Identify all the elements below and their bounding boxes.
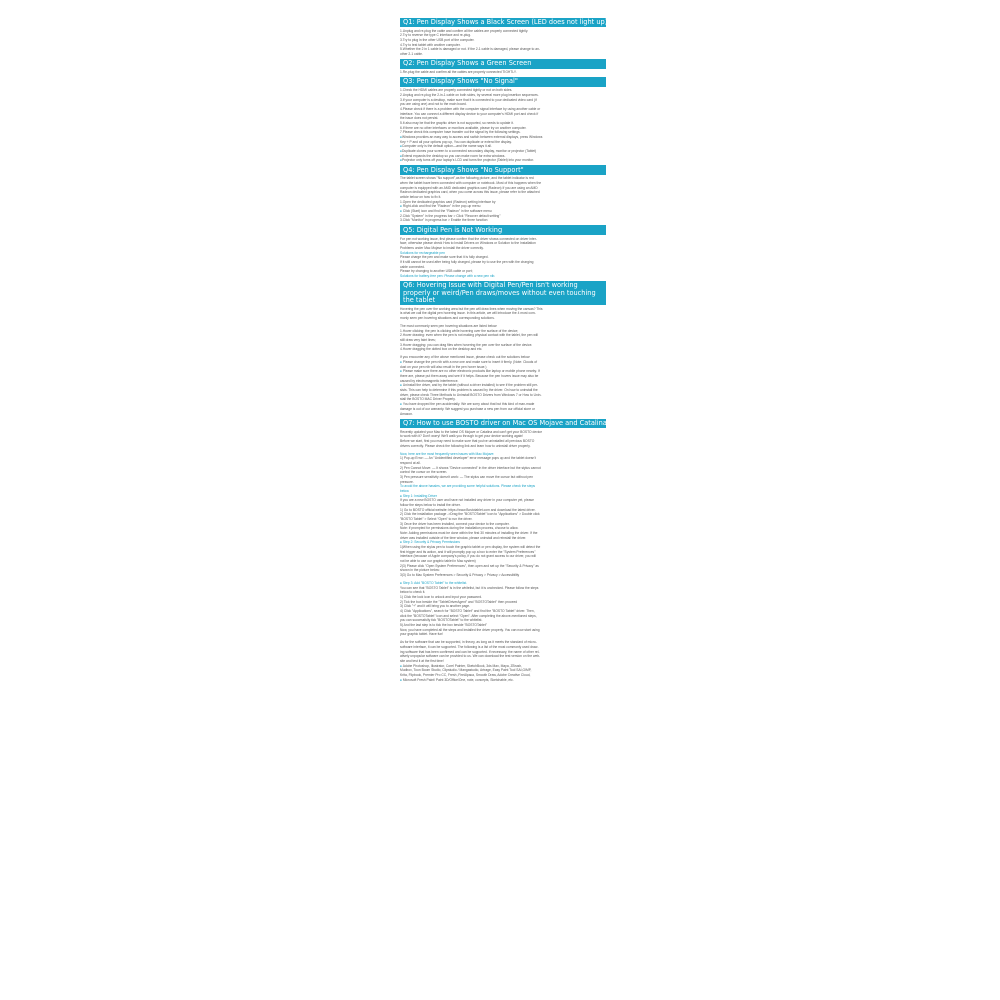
- text-line: 2.Hover drawing: even when the pen is not making physical contact with the tablet, the pen will: [400, 333, 538, 338]
- text-line: 4.Please check if there is a problem with the computer signal interface by using another cable or: [400, 106, 541, 111]
- section-header: Q3: Pen Display Shows "No Signal": [400, 77, 606, 87]
- bullet-icon: ●: [400, 134, 402, 139]
- text-line: Mudbox, Toon Boom Studio, Clipstudio / Mangastudio, Artrage, Easy Paint Tool SAI,GIMP,: [400, 668, 532, 673]
- text-line: to work with it? Don't worry! We'll walk you through to get your device working again!: [400, 434, 524, 439]
- text-line: driver was installed outside of the time window, please uninstall and reinstall the driver.: [400, 535, 527, 540]
- bullet-icon: ●: [400, 144, 402, 149]
- bullet-line: ●Computer only is the default option—and the name says it all.: [400, 144, 492, 149]
- faq-section: [400, 165, 606, 223]
- text-line: Please try changing to another USB cable or port;: [400, 269, 473, 274]
- text-line: Radeon dedicated graphics card, when you come across this issue, please refer to the attached: [400, 190, 540, 195]
- text-line: software interface, it can be supported. The following is a list of the most commonly used draw-: [400, 645, 539, 650]
- text-line: 1.Hover clicking: the pen is clicking while hovering over the surface of the device;: [400, 328, 519, 333]
- text-line: follow the steps below to install the driver.: [400, 503, 461, 507]
- text-line: the issue does not persist.: [400, 116, 439, 121]
- faq-section: [400, 77, 606, 163]
- text-line: As for the software that can be supported, in theory, as long as it meets the standard of micro-: [400, 640, 537, 645]
- text-line: 2) Click the installation package ->Drag the "BOSTOTablet" icon to "Applications" > Double click: [400, 512, 540, 517]
- text-line: 1)When using the stylus pen to touch the graphic tablet or pen display, the system will detect the: [400, 545, 541, 550]
- text-line: 5.Whether the 2 in 1 cable is damaged or not. If the 2-1 cable is damaged, please change to an-: [400, 47, 541, 52]
- text-line: 1) Go to BOSTO official website: https://www.Bostotablet.com and download the latest driver.: [400, 507, 536, 512]
- bullet-icon: ●: [400, 158, 402, 163]
- bullet-line: ● Adobe Photoshop, Illustrator, Corel Painter, SketchBook, 3ds Max, Maya, ZBrush,: [400, 663, 523, 668]
- text-line: Note: Adding permissions must be done within the first 30 minutes of installing the driver. If the: [400, 531, 538, 536]
- text-line: atively unpopular software can be provided to us. We can download the test version on the web-: [400, 654, 541, 659]
- text-line: 3) Click "+" and it will bring you to another page.: [400, 604, 471, 609]
- text-line: dust on your pen nib will also result in the pen hover issue.): [400, 364, 487, 369]
- bullet-icon: ●: [400, 402, 402, 407]
- bullet-icon: ●: [400, 369, 402, 374]
- bullet-line: ● Microsoft Fresh Paint/ Paint 3D/Office/One, note, concepts, Sketchable, etc.: [400, 677, 514, 682]
- bullet-icon: ●: [400, 383, 402, 388]
- bullet-line: ●Duplicate clones your screen to a connected secondary display, monitor or projector (Tablet): [400, 148, 537, 153]
- text-line: 3.If your computer is a desktop, make sure that it is connected to your dedicated video card (if: [400, 97, 537, 102]
- text-line: caused by electromagnetic interference.: [400, 378, 459, 383]
- bullet-icon: ●: [400, 663, 402, 668]
- faq-document: [400, 16, 611, 685]
- text-line: 3.Try to plug in the other USB port of the computer.: [400, 37, 475, 42]
- bullet-line: ●Extend expands the desktop so you can make room for extra windows.: [400, 153, 506, 158]
- text-line: 6.If there are no other interfaces or monitors available, please try on another computer.: [400, 125, 527, 130]
- text-line: interface (because of Apple company's policy, if you do not grant access to our driver, you will: [400, 554, 536, 559]
- highlight-line: ● Step 3: Add "BOSTO Tablet" to the whitelist.: [400, 581, 468, 586]
- text-line: 3.Hover dragging: you can drag files when hovering the pen over the surface of the device.: [400, 342, 533, 347]
- bullet-line: ● Right-click and find the "Radeon" in the pop-up menu: [400, 204, 481, 209]
- highlight-line: Solutions for battery-free pen: Please change with a new pen nib.: [400, 273, 496, 278]
- text-line: 1.Unplug and re-plug the cable and confirm all the cables are properly connected tightly.: [400, 28, 529, 33]
- text-line: below to check it.: [400, 590, 426, 595]
- bullet-icon: ●: [400, 153, 402, 158]
- highlight-line: Solutions for rechargeable pen: [400, 250, 445, 255]
- section-header: Q7: How to use BOSTO driver on Mac OS Mojave and Catalina?: [400, 419, 606, 429]
- text-line: If you are a new BOSTO user and have not installed any driver in your computer yet, please: [400, 498, 534, 503]
- text-line: 1) Pop-up Error: — An "Unidentified developer" error message pops up and the tablet doesn't: [400, 456, 536, 461]
- text-line: monly seen pen hovering situations and corresponding solutions.: [400, 316, 495, 321]
- section-header: Q5: Digital Pen is Not Working: [400, 225, 606, 235]
- text-line: 3) Pen pressure sensitivity doesn't work: — The stylus can move the cursor but without pen: [400, 474, 534, 479]
- bullet-icon: ●: [400, 677, 402, 682]
- text-line: 3)3) Go to Mac System Preferences > Security & Privacy > Privacy > Accessibility: [400, 573, 520, 578]
- section-header: Q1: Pen Display Shows a Black Screen (LED does not light up): [400, 18, 606, 28]
- text-line: 7.Please check this computer have transfer out the signal by the following settings.: [400, 130, 521, 135]
- section-header: Q4: Pen Display Shows "No Support": [400, 165, 606, 175]
- text-line: If you encounter any of the above mentioned issue, please check out the solutions below:: [400, 355, 531, 360]
- text-line: ing software that has been confirmed and can be supported. If necessary, the name of other rel-: [400, 649, 540, 654]
- bullet-line: ● Please change the pen nib with a new one and make sure to insert it firmly. (Note: Clouds of: [400, 360, 537, 365]
- text-line: Please charge the pen and make sure that it is fully charged.: [400, 255, 489, 260]
- text-line: pressure.: [400, 479, 414, 484]
- text-line: The most commonly seen pen hovering situations are listed below:: [400, 324, 498, 329]
- section-header: Q2: Pen Display Shows a Green Screen: [400, 59, 606, 69]
- bullet-icon: ●: [400, 148, 402, 153]
- text-line: Now, you have completed all the steps and installed the driver properly. You can now start using: [400, 627, 540, 632]
- text-line: not be able to use our graphic tablet in Mac system): [400, 559, 476, 564]
- highlight-line: Now, here are the most frequently seen issues with Mac Mojave:: [400, 451, 495, 456]
- faq-section: [400, 59, 606, 75]
- text-line: cable connected.: [400, 264, 425, 269]
- text-line: Krita, Flipbook, Premier Pro CC, Fresh ,FireAlpaca, Smooth Draw, Adobe Creative Cloud,: [400, 673, 531, 678]
- faq-section: [400, 281, 606, 416]
- bullet-line: ● You have dropped the pen accidentally. We are sorry about that but this kind of man-made: [400, 402, 535, 407]
- text-line: Hovering the pen over the working area but the pen will draw lines when moving the canvas? This: [400, 306, 543, 311]
- text-line: 1.Re-plug the cable and confirm all the cables are properly connected TIGHTLY.: [400, 70, 517, 75]
- text-line: 2.Unplug and re-plug the 2-in-1 cable on both sides, try several more plug insertion sequences.: [400, 92, 539, 97]
- text-line: Key + P and all your options pop up, You can duplicate or extend the display.: [400, 139, 512, 144]
- text-line: 1.Open the dedicated graphics card (Radeon) setting interface by: [400, 199, 496, 204]
- text-line: 1.Check the HDMI cables are properly connected tightly or not on both sides.: [400, 88, 513, 93]
- text-line: Before we start, first you may need to make sure that you've uninstalled all previous BOSTO: [400, 438, 535, 443]
- text-line: click the "BOSTOTablet" icon and select "Open". After completing the above-mentioned steps,: [400, 613, 537, 618]
- text-line: Problems under Mac Mojave to install the driver correctly.: [400, 245, 484, 250]
- text-line: stall the BOSTO MAC Driver Properly.: [400, 397, 456, 402]
- text-line: you are using one) and not to the main board.: [400, 102, 467, 107]
- text-line: Amazon.: [400, 411, 414, 416]
- text-line: 2)3) Please click "Open System Preferences", then open and set up the "Security & Privacy" as: [400, 563, 539, 568]
- bullet-line: ● Click (Start) icon and find the "Radeon" in the software menu: [400, 209, 492, 214]
- text-line: when the tablet have been connected with computer or notebook. Most of this happens when the: [400, 181, 542, 186]
- text-line: Recently updated your Mac to the latest OS Mojave or Catalina and can't get your BOSTO device: [400, 429, 543, 434]
- bullet-line: ●Projector only turns off your laptop's LCD and turns the projector (Tablet) into your monitor.: [400, 158, 534, 163]
- text-line: If it still cannot be used after being fully charged, please try to use the pen with the charging: [400, 259, 534, 264]
- text-line: 4) Click "Applications", search for "BOSTO Tablet" and find the "BOSTO Tablet" driver. Then,: [400, 609, 535, 614]
- text-line: You can see that "BOSTO Tablet" is in the whitelist, but it is unchecked. Please follow the steps: [400, 585, 539, 590]
- text-line: shown in the picture below:: [400, 568, 440, 573]
- text-line: 2) Tick the box beside the "TabletDriverAgent" and "BOSTOTablet" then proceed: [400, 599, 518, 604]
- text-line: site and test it at the first time!: [400, 659, 444, 664]
- text-line: 2.Try to reverse the type C interface and re-plug.: [400, 33, 471, 38]
- faq-section: [400, 418, 611, 683]
- highlight-line: below.: [400, 488, 410, 493]
- text-line: 5.It also may be that the graphic driver is not supported, so needs to update it.: [400, 120, 514, 125]
- text-line: "BOSTO Tablet" > Select "Open" to run the driver.: [400, 517, 473, 522]
- text-line: face; otherwise please check How to Install Drivers on Windows or Solution to the Installation: [400, 241, 536, 246]
- text-line: your graphic tablet. Have fun!: [400, 632, 444, 637]
- text-line: 5) And the last step is to tick the box beside "BOSTOTablet": [400, 623, 487, 628]
- highlight-line: To avoid the above hassles, we are providing some helpful solutions. Please check the steps: [400, 484, 536, 489]
- bullet-line: ●Windows provides an easy way to access and switch between external displays, press Windows: [400, 134, 543, 139]
- text-line: 4.Try to test tablet with another computer.: [400, 42, 461, 47]
- text-line: other 2-1 cable.: [400, 51, 423, 56]
- text-line: still draw very faint lines;: [400, 338, 436, 343]
- section-header: Q6: Hovering Issue with Digital Pen/Pen isn't working properly or weird/Pen draws/moves without even touching the tablet: [400, 281, 606, 305]
- faq-section: [400, 18, 606, 57]
- text-line: you can successfully tick "BOSTOTablet" to the whitelist.: [400, 618, 483, 623]
- text-line: 1) Click the lock icon to unlock and input your password.: [400, 595, 483, 600]
- bullet-icon: ●: [400, 360, 402, 365]
- text-line: Note: if prompted for permissions during the installation process, choose to allow.: [400, 526, 519, 531]
- text-line: first trigger and its action, and it will promptly pop up a box to enter the "System Preferences": [400, 549, 536, 554]
- text-line: drivers correctly. Please check the following link and learn how to uninstall driver properly.: [400, 443, 531, 448]
- text-line: 4.Hover dragging the dotted box on the desktop and etc.: [400, 347, 483, 352]
- text-line: 2.Click "System" in the progress bar > Click "Recover default setting": [400, 213, 501, 218]
- highlight-line: ● Step 2: Security & Privacy Permissions: [400, 540, 460, 545]
- bullet-line: ● Please make sure there are no other electronic products like laptop or mobile phone nearby. If: [400, 369, 540, 374]
- bullet-icon: ●: [400, 209, 402, 214]
- bullet-line: ● Uninstall the driver, and try the tablet (without a driver installed) to see if the problem still per-: [400, 383, 539, 388]
- bullet-icon: ●: [400, 204, 402, 209]
- text-line: The tablet screen shows "No support",as the following picture, and the tablet indicator is red: [400, 176, 534, 181]
- text-line: 3.Click "Monitor" in progress bar > Enable the three function: [400, 218, 488, 223]
- text-line: sists. This can help to determine if this problem is caused by the driver. On how to uninstall the: [400, 388, 538, 393]
- text-line: is what we call the digital pen hovering issue. In this article, we will introduce the 4 most com-: [400, 311, 536, 316]
- text-line: 3) Once the driver has been installed, connect your device to the computer.: [400, 521, 510, 526]
- text-line: damage is out of our warranty. We suggest you purchase a new pen from our official store or: [400, 406, 535, 411]
- text-line: there are, please put them away and see if it helps. Because the pen hovers issue may also be: [400, 374, 539, 379]
- text-line: 2) Pen Cannot Move: — It shows "Device connected" in the driver interface but the stylus cannot: [400, 465, 541, 470]
- text-line: For pen not working issue, first please confirm that the driver shows connected on driver inter-: [400, 236, 537, 241]
- text-line: article below on how to fix it.: [400, 195, 442, 200]
- text-line: control the cursor on the screen.: [400, 470, 448, 475]
- faq-section: [400, 225, 606, 278]
- text-line: driver, please check Three Methods to Uninstall BOSTO Drivers from Windows 7 or How to Unin-: [400, 392, 542, 397]
- text-line: computer is equipped with an AMD dedicated graphics card (Radeon) If you are using an AMD: [400, 185, 538, 190]
- text-line: respond at all.: [400, 460, 421, 465]
- text-line: interface. You can connect a different display device to your computer's HDMI port and check if: [400, 111, 539, 116]
- highlight-line: ● Step 1: Installing Driver: [400, 493, 437, 498]
